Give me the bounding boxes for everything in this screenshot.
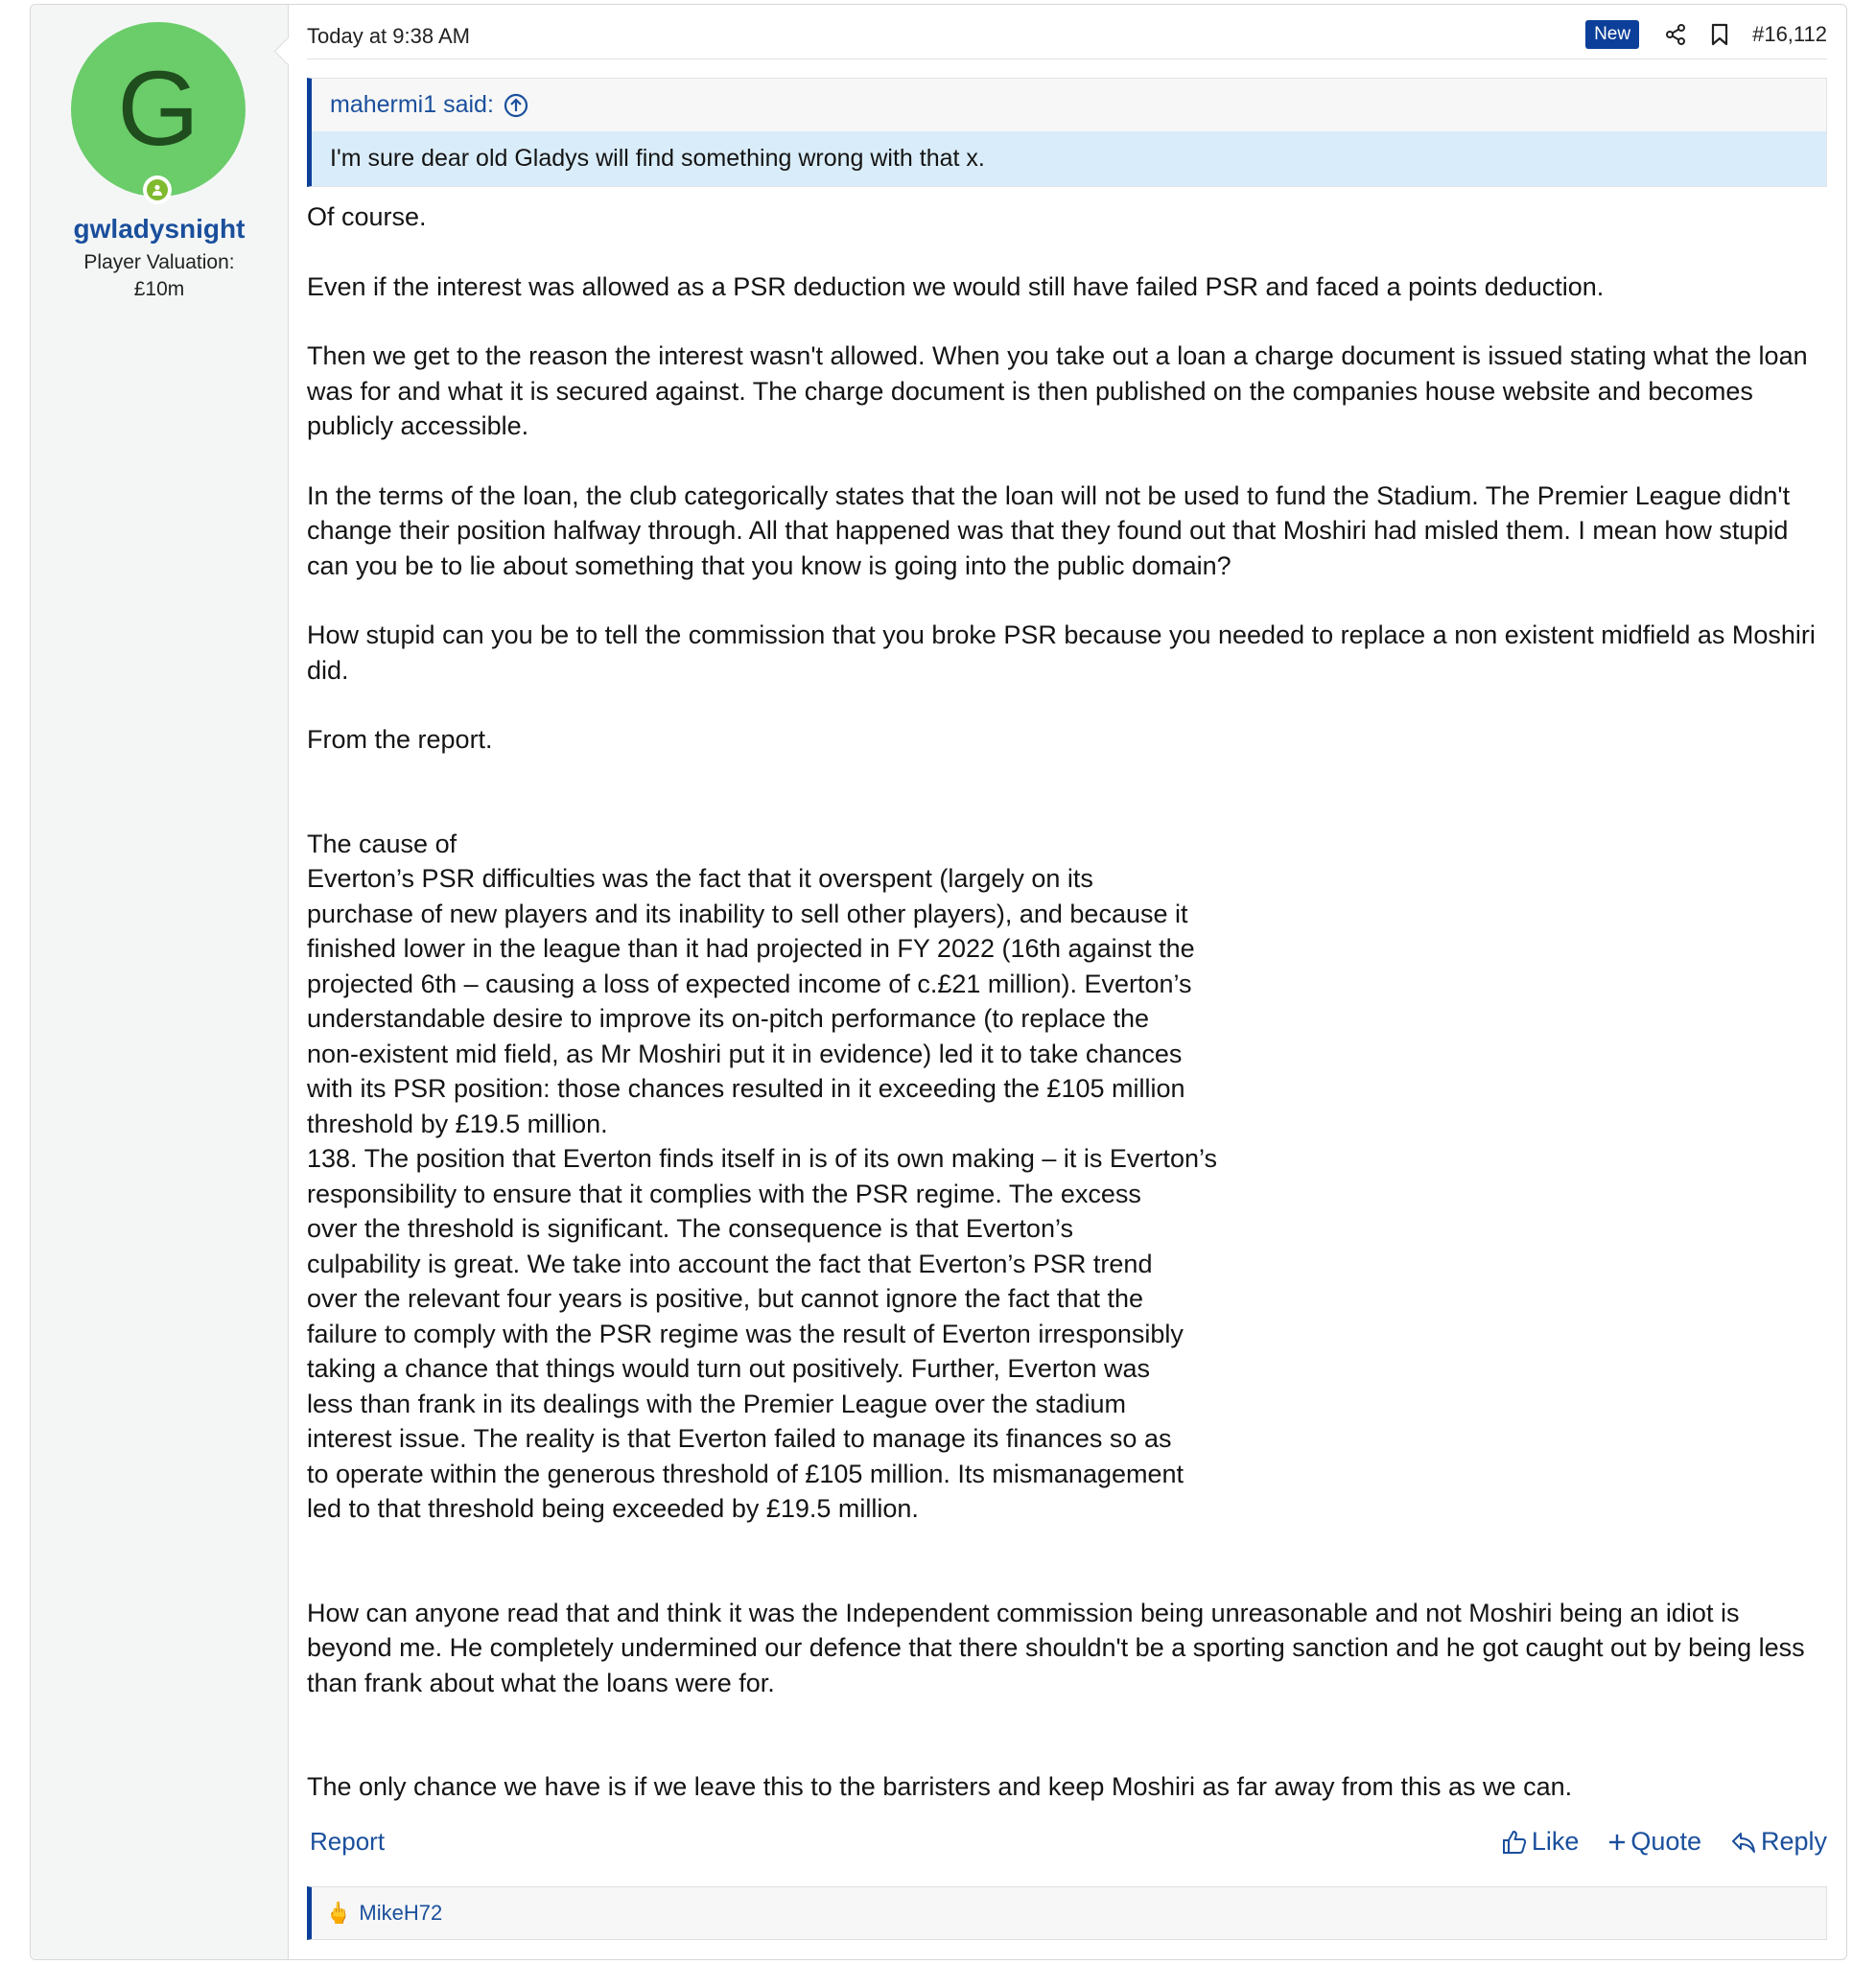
report-line: non-existent mid field, as Mr Moshiri put it in evidence) led it to take chances: [307, 1039, 1183, 1068]
reactions-bar: [307, 1886, 1827, 1940]
online-status-icon: [143, 175, 172, 204]
like-button[interactable]: [1501, 1827, 1580, 1857]
reaction-emoji: 🖕: [325, 1901, 352, 1925]
post-paragraph: The only chance we have is if we leave this to the barristers and keep Moshiri as far away from this as we can.: [307, 1772, 1573, 1801]
post-paragraph: Even if the interest was allowed as a PSR deduction we would still have failed PSR and faced a points deduction.: [307, 271, 1605, 301]
user-cell: [31, 5, 289, 1959]
quote-block: [307, 78, 1827, 187]
report-excerpt: [307, 827, 1817, 1527]
quote-text: I'm sure dear old Gladys will find something wrong with that x.: [312, 131, 1826, 186]
like-label: Like: [1531, 1827, 1580, 1856]
report-line: Everton’s PSR difficulties was the fact that it overspent (largely on its: [307, 864, 1093, 893]
report-line: The cause of: [307, 829, 457, 858]
report-line: understandable desire to improve its on-pitch performance (to replace the: [307, 1004, 1149, 1033]
post-footer: [307, 1827, 1827, 1865]
quote-button[interactable]: [1607, 1827, 1701, 1857]
reaction-user-link[interactable]: MikeH72: [359, 1901, 443, 1925]
report-line: to operate within the generous threshold of £105 million. Its mismanagement: [307, 1459, 1184, 1488]
report-line: led to that threshold being exceeded by £19.5 million.: [307, 1494, 919, 1523]
reply-button[interactable]: [1730, 1827, 1827, 1857]
post-paragraph: How stupid can you be to tell the commission that you broke PSR because you needed to replace a non existent midfield as Moshiri did.: [307, 620, 1816, 685]
thumbs-up-icon: [1501, 1829, 1528, 1856]
report-line: threshold by £19.5 million.: [307, 1109, 608, 1138]
arrow-up-circle-icon[interactable]: [504, 93, 528, 118]
reply-icon: [1730, 1830, 1757, 1855]
report-line: over the threshold is significant. The consequence is that Everton’s: [307, 1214, 1073, 1243]
reply-label: Reply: [1760, 1827, 1827, 1856]
quote-header[interactable]: [312, 79, 1826, 131]
post-paragraph: In the terms of the loan, the club categorically states that the loan will not be used to fund the Stadium. The Premier League didn't change their position halfway through. All that happened was that they found out that Moshiri had misled them. I mean how stupid can you be to lie about something that you know is going into the public domain?: [307, 480, 1791, 580]
report-line: less than frank in its dealings with the Premier League over the stadium: [307, 1389, 1126, 1418]
post-body: [307, 199, 1817, 1805]
report-line: culpability is great. We take into account the fact that Everton’s PSR trend: [307, 1249, 1153, 1278]
username-link[interactable]: gwladysnight: [73, 214, 246, 244]
post-header: [307, 5, 1827, 59]
post-timestamp[interactable]: Today at 9:38 AM: [307, 24, 470, 48]
avatar[interactable]: G: [71, 22, 246, 197]
post: [30, 4, 1847, 1960]
report-line: interest issue. The reality is that Everton failed to manage its finances so as: [307, 1424, 1172, 1453]
report-line: 138. The position that Everton finds itself in is of its own making – it is Everton’s: [307, 1144, 1217, 1173]
new-badge: New: [1585, 20, 1639, 49]
valuation-label: Player Valuation:: [83, 251, 235, 273]
post-main: [307, 5, 1827, 1959]
report-link[interactable]: Report: [310, 1827, 386, 1856]
report-line: with its PSR position: those chances resulted in it exceeding the £105 million: [307, 1074, 1185, 1103]
share-icon[interactable]: [1664, 23, 1687, 46]
report-line: over the relevant four years is positive, but cannot ignore the fact that the: [307, 1284, 1144, 1313]
valuation-value: £10m: [133, 278, 185, 300]
report-line: failure to comply with the PSR regime was the result of Everton irresponsibly: [307, 1319, 1184, 1348]
report-line: purchase of new players and its inability to sell other players), and because it: [307, 899, 1188, 928]
bookmark-icon[interactable]: [1710, 23, 1729, 46]
plus-icon: [1607, 1833, 1627, 1852]
report-line: taking a chance that things would turn out positively. Further, Everton was: [307, 1354, 1150, 1383]
quote-author[interactable]: mahermi1 said:: [330, 91, 494, 118]
post-number-link[interactable]: #16,112: [1752, 22, 1827, 46]
report-line: responsibility to ensure that it complies with the PSR regime. The excess: [307, 1179, 1141, 1208]
report-line: projected 6th – causing a loss of expected income of c.£21 million). Everton’s: [307, 969, 1192, 998]
report-line: finished lower in the league than it had projected in FY 2022 (16th against the: [307, 934, 1195, 963]
post-paragraph: Then we get to the reason the interest wasn't allowed. When you take out a loan a charge document is issued stating what the loan was for and what it is secured against. The charge document is then published on the companies house website and becomes publicly accessible.: [307, 341, 1808, 440]
quote-label: Quote: [1630, 1827, 1701, 1856]
post-paragraph: Of course.: [307, 202, 427, 231]
post-paragraph: How can anyone read that and think it was the Independent commission being unreasonable and not Moshiri being an idiot is beyond me. He completely undermined our defence that there shouldn't be a sporting sanction and he got caught out by being less than frank about what the loans were for.: [307, 1598, 1805, 1697]
post-paragraph: From the report.: [307, 725, 493, 754]
user-valuation: [31, 249, 288, 303]
